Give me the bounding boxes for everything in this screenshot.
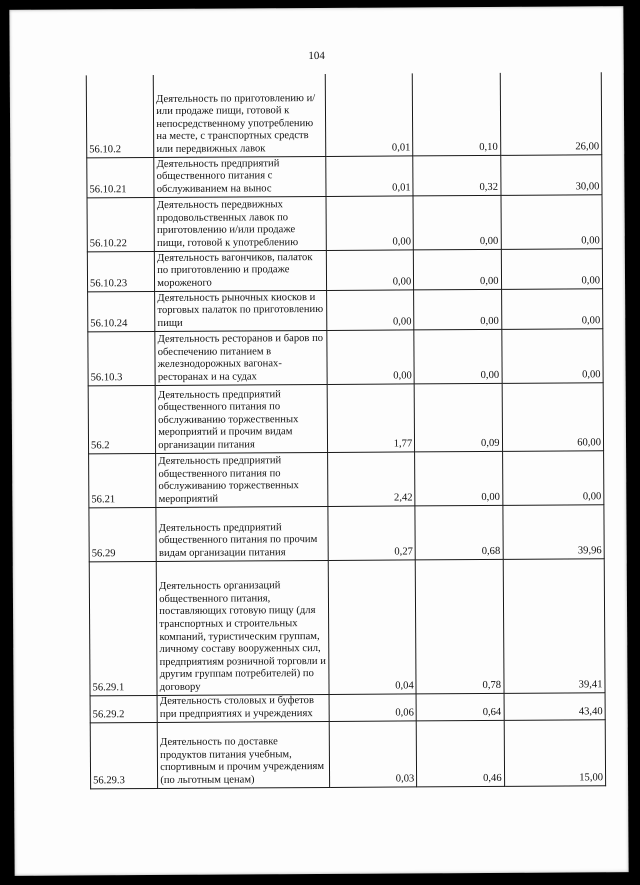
row-value-2: 0,68 — [415, 505, 503, 560]
row-name: Деятельность предприятий общественного питания по обслуживанию торжественных мероприятий и прочим видам организации питания — [155, 384, 327, 453]
row-code: 56.29.1 — [89, 561, 157, 695]
row-name: Деятельность предприятий общественного питания по обслуживанию торжественных мероприятий — [156, 452, 328, 507]
row-value-2: 0,78 — [415, 559, 503, 694]
row-value-3: 39,96 — [502, 504, 604, 559]
row-value-3: 0,00 — [501, 194, 603, 249]
row-name: Деятельность столовых и буфетов при предприятиях и учреждениях — [157, 694, 329, 722]
table-row — [87, 154, 602, 197]
row-value-1: 0,04 — [328, 559, 416, 694]
row-value-1: 0,00 — [327, 329, 415, 384]
row-name: Деятельность вагончиков, палаток по приготовлению и продаже мороженого — [155, 250, 327, 291]
document-page — [9, 6, 628, 876]
row-value-1: 0,00 — [326, 249, 414, 290]
row-value-1: 1,77 — [327, 383, 415, 452]
row-value-3: 0,00 — [501, 248, 603, 289]
table-row — [86, 72, 601, 157]
row-name: Деятельность предприятий общественного питания с обслуживанием на вынос — [154, 156, 326, 197]
row-value-1: 0,00 — [326, 289, 414, 330]
row-code: 56.29.2 — [90, 695, 157, 722]
row-code: 56.10.23 — [87, 251, 154, 291]
row-value-1: 0,01 — [326, 155, 414, 196]
row-value-3: 0,00 — [502, 450, 604, 505]
row-value-3: 60,00 — [502, 382, 604, 451]
row-value-3: 0,00 — [501, 288, 603, 329]
row-code: 56.10.21 — [87, 157, 154, 197]
table-row — [89, 558, 605, 695]
row-value-2: 0,00 — [414, 289, 502, 330]
row-value-1: 0,06 — [329, 693, 416, 721]
table-row — [87, 248, 602, 291]
row-code: 56.29.3 — [90, 722, 158, 788]
table-row — [88, 288, 603, 331]
row-value-2: 0,00 — [413, 195, 501, 250]
row-value-2: 0,10 — [412, 73, 500, 156]
row-name: Деятельность организаций общественного питания, поставляющих готовую пищу (для транспортных и строительных компаний, туристическим группам, личному составу вооруженных сил, предприятиям розничной торговли и другим группам потребителей) по договору — [156, 560, 328, 695]
row-name: Деятельность ресторанов и баров по обеспечению питанием в железнодорожных вагонах-ресторанах и на судах — [155, 330, 327, 385]
row-value-1: 2,42 — [327, 451, 415, 506]
row-name: Деятельность рыночных киосков и торговых палаток по приготовлению пищи — [155, 290, 327, 331]
row-value-3: 39,41 — [503, 558, 605, 693]
activity-table — [86, 72, 606, 789]
row-value-2: 0,00 — [414, 329, 502, 384]
row-value-3: 26,00 — [500, 72, 602, 155]
table-row — [89, 450, 604, 507]
row-code: 56.10.22 — [87, 197, 155, 251]
table-row — [88, 382, 603, 453]
table-row — [90, 719, 605, 788]
row-value-1: 0,00 — [326, 195, 414, 250]
row-name: Деятельность передвижных продовольственных лавок по приготовлению и/или продаже пищи, готовой к употреблению — [154, 196, 326, 251]
row-code: 56.21 — [89, 453, 157, 507]
page-number: 104 — [308, 49, 325, 63]
row-value-2: 0,32 — [413, 155, 501, 196]
row-value-3: 30,00 — [500, 154, 602, 195]
row-code: 56.10.2 — [86, 75, 154, 157]
row-value-3: 43,40 — [504, 692, 606, 720]
row-value-1: 0,03 — [329, 720, 417, 787]
row-name: Деятельность по приготовлению и/или продаже пищи, готовой к непосредственному употреблению на месте, с транспортных средств или передвижных лавок — [154, 74, 326, 157]
row-value-2: 0,00 — [415, 451, 503, 506]
table-row — [87, 194, 602, 251]
row-value-2: 0,64 — [416, 693, 503, 721]
table-row — [90, 692, 605, 722]
row-value-1: 0,27 — [328, 505, 416, 560]
table-row — [89, 504, 604, 561]
row-name: Деятельность по доставке продуктов питания учебным, спортивным и прочим учреждениям (по льготным ценам) — [157, 721, 329, 788]
table-row — [88, 328, 603, 385]
row-value-2: 0,09 — [414, 383, 502, 452]
row-code: 56.2 — [88, 385, 156, 453]
row-value-3: 15,00 — [504, 719, 606, 786]
row-value-2: 0,46 — [416, 720, 504, 787]
row-value-1: 0,01 — [325, 73, 413, 156]
row-code: 56.10.24 — [88, 291, 155, 331]
row-code: 56.29 — [89, 507, 157, 561]
row-value-2: 0,00 — [414, 249, 502, 290]
row-code: 56.10.3 — [88, 331, 156, 385]
row-value-3: 0,00 — [501, 328, 603, 383]
row-name: Деятельность предприятий общественного питания по прочим видам организации питания — [156, 506, 328, 561]
